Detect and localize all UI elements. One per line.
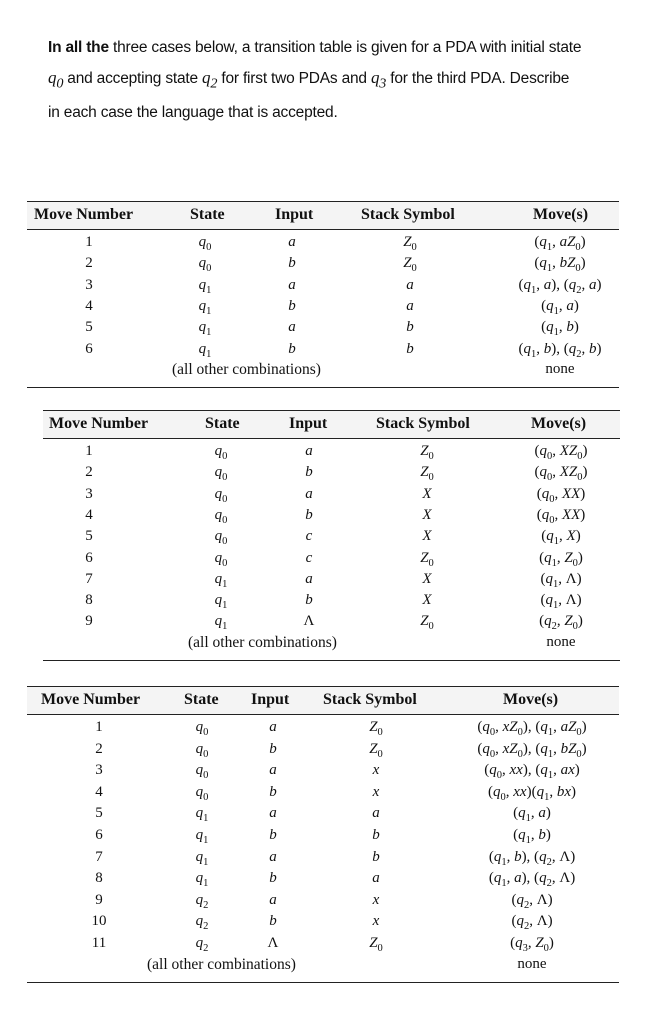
cell-input: b <box>269 870 277 887</box>
cell-moves: ($q_1$, b) <box>513 827 551 846</box>
cell-stack: X <box>422 485 432 502</box>
cell-state: $q_1$ <box>195 870 209 890</box>
intro-text-4: for the third PDA. Describe <box>386 70 570 87</box>
cell-input: b <box>269 783 277 800</box>
cell-input: a <box>269 805 277 822</box>
cell-state: $q_1$ <box>198 297 212 317</box>
cell-stack: $Z_0$ <box>420 613 434 633</box>
cell-state: $q_0$ <box>195 719 209 738</box>
cell-state: $q_2$ <box>195 891 209 911</box>
cell-stack: x <box>372 762 380 779</box>
footer-other-combinations: (all other combinations) <box>147 955 296 973</box>
cell-stack: $Z_0$ <box>403 255 417 275</box>
cell-stack: $Z_0$ <box>369 740 383 760</box>
table-bottom-rule <box>43 660 620 661</box>
table-top-rule <box>27 201 619 202</box>
cell-state: $q_0$ <box>195 783 209 803</box>
cell-n: 11 <box>91 935 107 951</box>
cell-moves: ($q_0$, $xZ_0$), ($q_1$, $aZ_0$) <box>477 719 587 738</box>
header-input: Input <box>275 206 314 223</box>
cell-input: Λ <box>267 935 279 951</box>
cell-n: 6 <box>85 340 93 357</box>
cell-stack: x <box>372 783 380 800</box>
cell-moves: ($q_0$, xx), ($q_1$, ax) <box>484 762 580 782</box>
footer-moves-none: none <box>545 360 575 377</box>
cell-input: a <box>269 848 277 865</box>
cell-moves: ($q_0$, $xx)(q_1$, bx) <box>487 783 576 803</box>
third-accepting-state-symbol: $q_3$ <box>370 68 387 92</box>
cell-n: 7 <box>85 570 93 587</box>
cell-n: 3 <box>85 276 93 293</box>
cell-state: $q_0$ <box>195 740 209 760</box>
cell-state: $q_0$ <box>214 506 228 526</box>
cell-moves: ($q_2$, Λ) <box>511 913 553 933</box>
header-stack-symbol: Stack Symbol <box>376 415 470 432</box>
header-state: State <box>190 206 225 223</box>
cell-state: $q_1$ <box>198 340 212 360</box>
header-move-number: Move Number <box>34 206 134 223</box>
cell-n: 3 <box>85 485 93 502</box>
cell-moves: ($q_1$, a) <box>541 297 579 317</box>
header-move-number: Move Number <box>49 415 149 432</box>
cell-input: a <box>269 891 277 908</box>
cell-input: b <box>269 913 277 930</box>
cell-input: Λ <box>303 613 315 630</box>
intro-text-3: for first two PDAs and <box>217 70 371 87</box>
cell-n: 3 <box>95 762 103 779</box>
cell-state: $q_1$ <box>195 827 209 846</box>
cell-stack: a <box>406 297 414 314</box>
table-top-rule <box>43 410 620 411</box>
cell-state: $q_2$ <box>195 935 209 954</box>
footer-moves-none: none <box>517 955 547 972</box>
cell-stack: X <box>422 592 432 609</box>
cell-n: 4 <box>85 297 93 314</box>
cell-n: 4 <box>95 783 103 800</box>
cell-input: b <box>269 740 277 757</box>
cell-input: b <box>288 340 296 357</box>
cell-state: $q_0$ <box>214 464 228 484</box>
header-moves: Move(s) <box>531 415 587 432</box>
header-state: State <box>184 691 219 708</box>
cell-input: a <box>269 762 277 779</box>
cell-moves: ($q_0$, $XZ_0$) <box>534 464 588 484</box>
cell-n: 2 <box>85 464 93 481</box>
cell-input: b <box>305 464 313 481</box>
cell-n: 1 <box>95 719 103 735</box>
header-state: State <box>205 415 240 432</box>
cell-state: $q_0$ <box>214 485 228 505</box>
cell-stack: b <box>372 848 380 865</box>
cell-state: $q_1$ <box>214 570 228 590</box>
cell-input: a <box>288 319 296 336</box>
cell-stack: X <box>422 528 432 545</box>
cell-input: b <box>305 592 313 609</box>
cell-n: 1 <box>85 234 93 250</box>
cell-stack: a <box>372 805 380 822</box>
cell-moves: ($q_3$, $Z_0$) <box>510 935 554 954</box>
header-input: Input <box>289 415 328 432</box>
cell-stack: X <box>422 506 432 523</box>
cell-input: a <box>288 234 296 250</box>
cell-n: 7 <box>95 848 103 865</box>
cell-n: 8 <box>95 870 103 887</box>
cell-input: b <box>269 827 277 843</box>
cell-state: $q_0$ <box>214 549 228 569</box>
cell-stack: x <box>372 913 380 930</box>
cell-state: $q_1$ <box>198 319 212 339</box>
cell-n: 5 <box>85 528 93 545</box>
cell-n: 4 <box>85 506 93 523</box>
cell-stack: $Z_0$ <box>420 464 434 484</box>
cell-input: b <box>305 506 313 523</box>
cell-input: a <box>288 276 296 293</box>
table-top-rule <box>27 686 619 687</box>
footer-moves-none: none <box>546 633 576 650</box>
problem-statement <box>48 33 628 128</box>
cell-state: $q_1$ <box>195 848 209 868</box>
cell-moves: ($q_1$, b) <box>541 319 579 339</box>
table-bottom-rule <box>27 982 619 983</box>
cell-moves: ($q_2$, $Z_0$) <box>539 613 583 633</box>
transition-table-3 <box>27 686 619 993</box>
transition-table-2 <box>43 410 620 671</box>
cell-stack: x <box>372 891 380 908</box>
footer-other-combinations: (all other combinations) <box>172 360 321 378</box>
cell-moves: ($q_1$, $aZ_0$) <box>534 234 586 253</box>
header-moves: Move(s) <box>533 206 589 223</box>
cell-input: b <box>288 297 296 314</box>
cell-stack: a <box>406 276 414 293</box>
intro-text-1: three cases below, a transition table is given for a PDA with initial state <box>108 39 582 56</box>
accepting-state-symbol: $q_2$ <box>202 68 218 92</box>
cell-state: $q_0$ <box>198 234 212 253</box>
header-stack-symbol: Stack Symbol <box>361 206 455 223</box>
cell-stack: $Z_0$ <box>403 234 417 253</box>
cell-state: $q_1$ <box>214 592 228 612</box>
intro-lead: In all the <box>48 39 109 56</box>
cell-stack: $Z_0$ <box>369 935 383 954</box>
cell-n: 10 <box>91 913 107 930</box>
cell-stack: b <box>406 319 414 336</box>
cell-n: 1 <box>85 443 93 459</box>
cell-input: a <box>305 443 313 459</box>
cell-moves: ($q_1$, a), ($q_2$, a) <box>518 276 602 296</box>
initial-state-symbol: $q_0$ <box>48 68 64 92</box>
cell-n: 9 <box>95 891 103 908</box>
header-input: Input <box>251 691 290 708</box>
cell-moves: ($q_1$, b), ($q_2$, b) <box>518 340 602 360</box>
transition-table-1 <box>27 201 619 398</box>
cell-state: $q_0$ <box>198 255 212 275</box>
footer-other-combinations: (all other combinations) <box>188 633 337 651</box>
cell-n: 2 <box>85 255 93 272</box>
table-header-rule <box>27 714 619 715</box>
table-header-rule <box>27 229 619 230</box>
cell-moves: ($q_1$, Λ) <box>540 570 582 590</box>
header-moves: Move(s) <box>503 691 559 708</box>
cell-state: $q_1$ <box>214 613 228 633</box>
cell-moves: ($q_0$, XX) <box>536 506 586 526</box>
cell-stack: b <box>406 340 414 357</box>
cell-state: $q_1$ <box>198 276 212 296</box>
intro-text-5: in each case the language that is accepted. <box>48 104 338 122</box>
cell-n: 9 <box>85 613 93 630</box>
cell-stack: $Z_0$ <box>369 719 383 738</box>
cell-input: a <box>305 485 313 502</box>
header-move-number: Move Number <box>41 691 141 708</box>
cell-stack: a <box>372 870 380 887</box>
cell-input: a <box>305 570 313 587</box>
cell-moves: ($q_1$, $Z_0$) <box>539 549 583 569</box>
cell-moves: ($q_2$, Λ) <box>511 891 553 911</box>
cell-state: $q_0$ <box>214 528 228 548</box>
cell-stack: $Z_0$ <box>420 443 434 462</box>
cell-moves: ($q_1$, $bZ_0$) <box>534 255 586 275</box>
cell-n: 6 <box>85 549 93 566</box>
table-bottom-rule <box>27 387 619 388</box>
cell-n: 5 <box>95 805 103 822</box>
cell-stack: X <box>422 570 432 587</box>
cell-state: $q_0$ <box>195 762 209 782</box>
cell-moves: ($q_0$, XX) <box>536 485 586 505</box>
table-header-rule <box>43 438 620 439</box>
cell-state: $q_1$ <box>195 805 209 825</box>
cell-moves: ($q_1$, Λ) <box>540 592 582 612</box>
cell-input: a <box>269 719 277 735</box>
cell-input: c <box>305 528 313 545</box>
cell-moves: ($q_0$, $xZ_0$), ($q_1$, $bZ_0$) <box>477 740 587 760</box>
cell-input: c <box>305 549 313 566</box>
cell-n: 5 <box>85 319 93 336</box>
cell-state: $q_2$ <box>195 913 209 933</box>
header-stack-symbol: Stack Symbol <box>323 691 417 708</box>
cell-moves: ($q_1$, a), ($q_2$, Λ) <box>488 870 576 890</box>
cell-stack: $Z_0$ <box>420 549 434 569</box>
intro-text-2: and accepting state <box>63 70 203 87</box>
cell-state: $q_0$ <box>214 443 228 462</box>
cell-n: 8 <box>85 592 93 609</box>
cell-moves: ($q_1$, b), ($q_2$, Λ) <box>488 848 576 868</box>
cell-moves: ($q_0$, $XZ_0$) <box>534 443 588 462</box>
cell-input: b <box>288 255 296 272</box>
cell-n: 6 <box>95 827 103 843</box>
cell-moves: ($q_1$, a) <box>513 805 551 825</box>
cell-n: 2 <box>95 740 103 757</box>
cell-stack: b <box>372 827 380 843</box>
cell-moves: ($q_1$, X) <box>541 528 581 548</box>
